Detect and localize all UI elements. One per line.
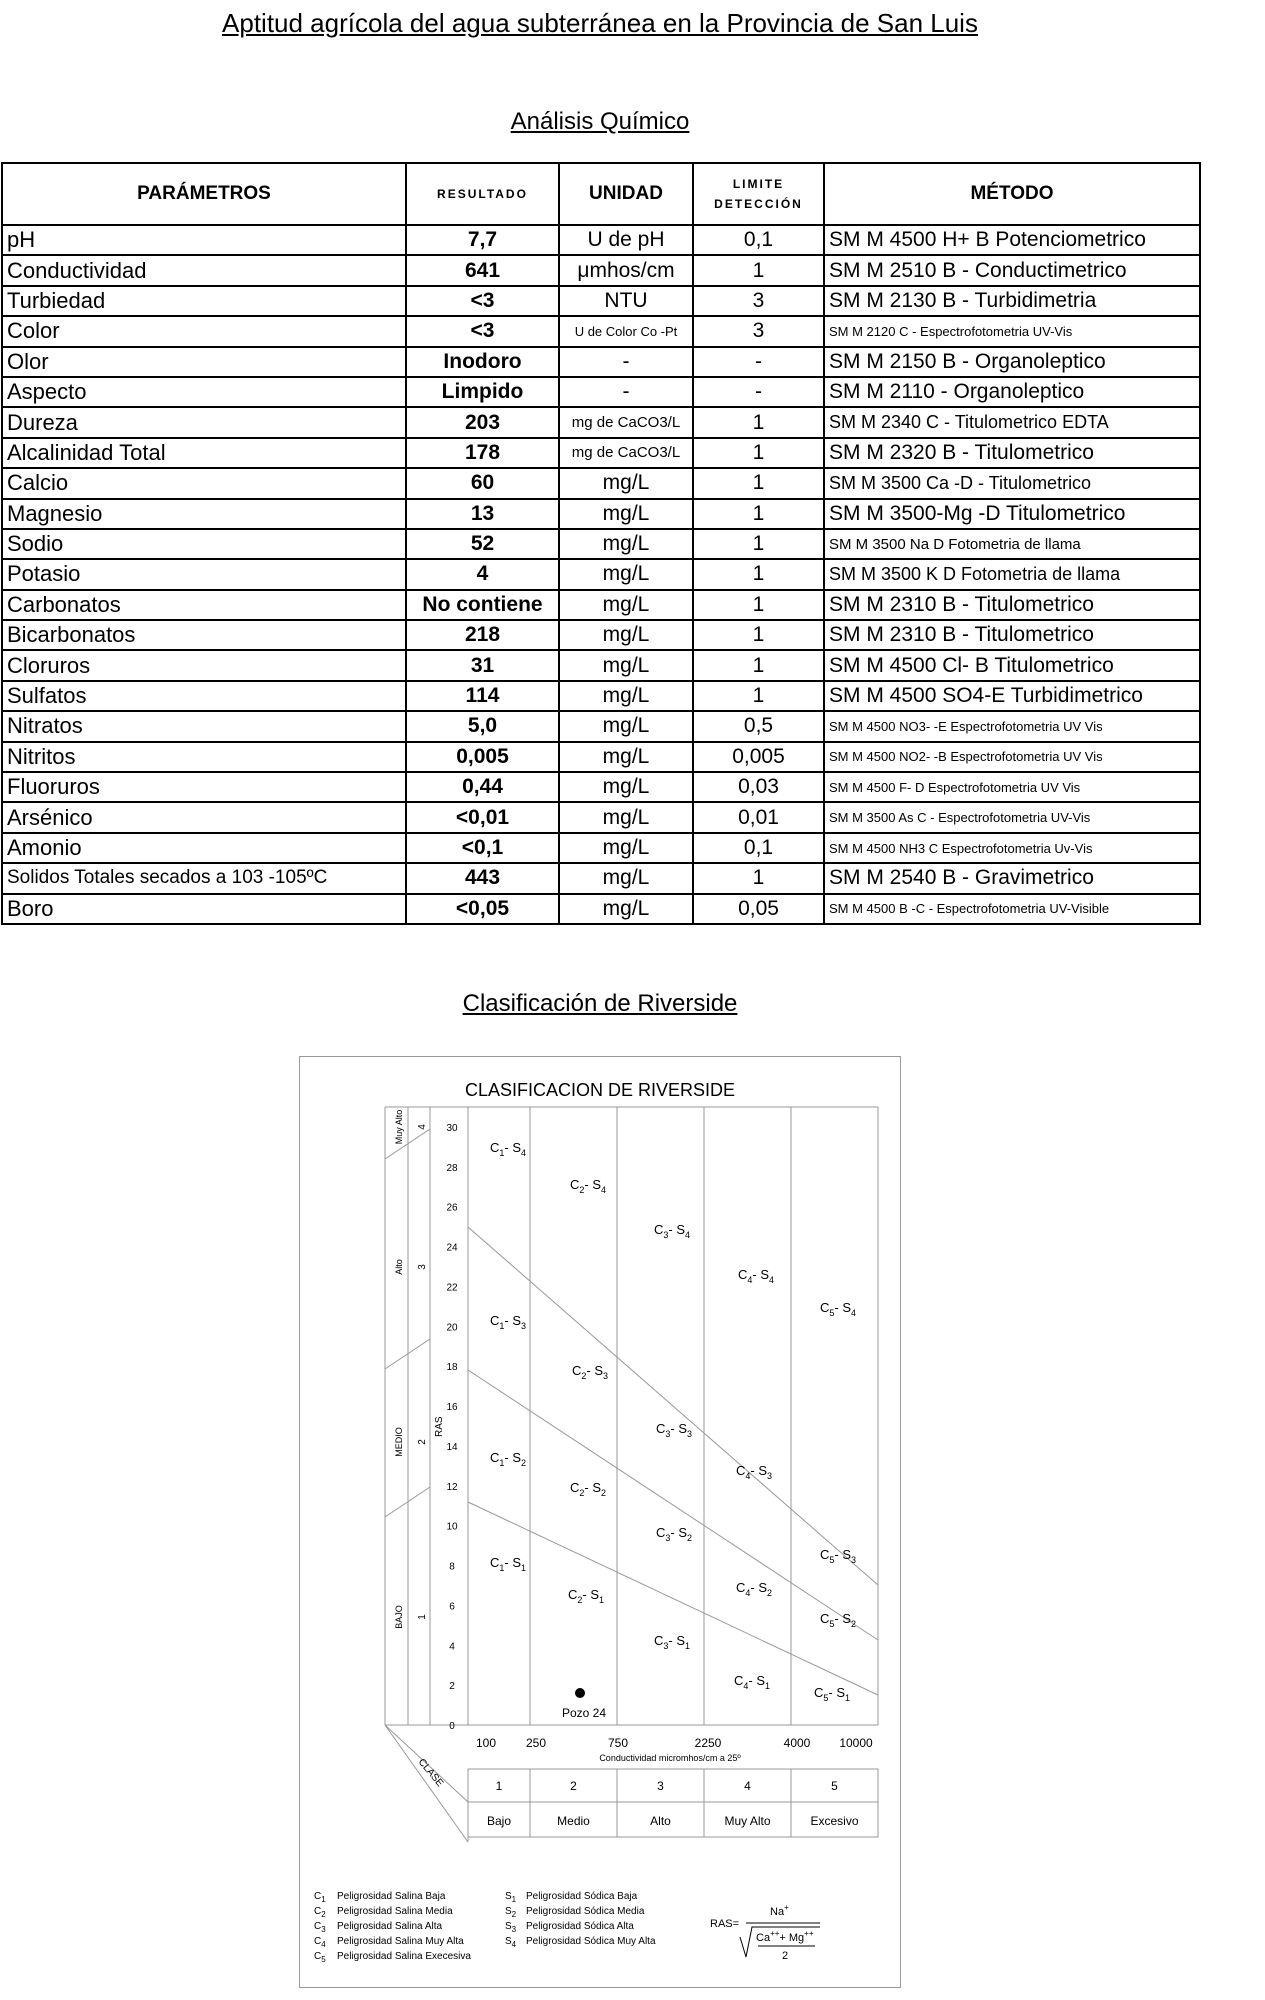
table-row: [2, 529, 1200, 559]
ras-tick-label: 10: [446, 1521, 458, 1533]
unit-cell: NTU: [559, 286, 693, 316]
table-row: [2, 347, 1200, 377]
ras-tick-label: 26: [446, 1202, 458, 1214]
formula-lhs: RAS=: [710, 1918, 740, 1930]
result-cell: 0,44: [406, 772, 559, 802]
formula-denominator: Ca+++ Mg++: [756, 1929, 814, 1944]
method-cell: SM M 4500 H+ B Potenciometrico: [824, 225, 1200, 255]
conductivity-tick-label: 10000: [839, 1736, 873, 1750]
method-cell: SM M 2150 B - Organoleptico: [824, 347, 1200, 377]
unit-cell: mg/L: [559, 894, 693, 924]
unit-cell: mg/L: [559, 499, 693, 529]
legend-s-text: Peligrosidad Sódica Media: [526, 1906, 645, 1917]
sodic-class-number: 1: [417, 1614, 428, 1620]
method-cell: SM M 2130 B - Turbidimetria: [824, 286, 1200, 316]
result-cell: <3: [406, 286, 559, 316]
table-row: [2, 225, 1200, 255]
limit-cell: -: [693, 347, 824, 377]
param-cell: Boro: [2, 894, 406, 924]
result-cell: 31: [406, 650, 559, 680]
method-cell: SM M 4500 Cl- B Titulometrico: [824, 650, 1200, 680]
zone-label: C1- S2: [490, 1450, 527, 1468]
param-cell: pH: [2, 225, 406, 255]
param-cell: Aspecto: [2, 377, 406, 407]
class-number: 4: [744, 1779, 751, 1793]
result-cell: Limpido: [406, 377, 559, 407]
header-unit: UNIDAD: [559, 163, 693, 225]
result-cell: Inodoro: [406, 347, 559, 377]
limit-cell: 3: [693, 286, 824, 316]
method-cell: SM M 2510 B - Conductimetrico: [824, 255, 1200, 285]
zone-label: C5- S2: [820, 1611, 857, 1629]
method-cell: SM M 3500 K D Fotometria de llama: [824, 559, 1200, 589]
sample-point: [575, 1688, 585, 1698]
result-cell: No contiene: [406, 590, 559, 620]
param-cell: Calcio: [2, 468, 406, 498]
result-cell: 4: [406, 559, 559, 589]
legend-c-code: C5: [314, 1951, 326, 1964]
sodic-class-name: BAJO: [394, 1605, 404, 1629]
method-cell: SM M 2320 B - Titulometrico: [824, 438, 1200, 468]
unit-cell: mg/L: [559, 802, 693, 832]
unit-cell: mg/L: [559, 559, 693, 589]
param-cell: Nitratos: [2, 711, 406, 741]
limit-cell: 1: [693, 559, 824, 589]
unit-cell: mg/L: [559, 590, 693, 620]
table-row: [2, 438, 1200, 468]
table-row: [2, 255, 1200, 285]
ras-tick-label: 16: [446, 1402, 458, 1414]
analysis-table-body: [2, 225, 1200, 924]
header-limit-line2: DETECCIÓN: [714, 197, 803, 211]
unit-cell: mg/L: [559, 863, 693, 893]
param-cell: Turbiedad: [2, 286, 406, 316]
zone-label: C4- S2: [736, 1580, 773, 1598]
sodic-class-number: 2: [417, 1439, 428, 1445]
result-cell: 13: [406, 499, 559, 529]
result-cell: <0,1: [406, 833, 559, 863]
unit-cell: -: [559, 377, 693, 407]
riverside-diagram: [299, 1056, 901, 1988]
sodic-class-name: MEDIO: [394, 1427, 404, 1457]
limit-cell: 0,5: [693, 711, 824, 741]
unit-cell: mg/L: [559, 620, 693, 650]
ras-tick-label: 0: [449, 1721, 455, 1732]
unit-cell: mg/L: [559, 650, 693, 680]
zone-label: C3- S4: [654, 1222, 691, 1240]
method-cell: SM M 2540 B - Gravimetrico: [824, 863, 1200, 893]
table-row: [2, 742, 1200, 772]
limit-cell: 1: [693, 529, 824, 559]
limit-cell: 1: [693, 438, 824, 468]
diagram-title: CLASIFICACION DE RIVERSIDE: [464, 1080, 736, 1100]
zone-label: C5- S3: [820, 1547, 857, 1565]
conductivity-tick-label: 2250: [694, 1736, 722, 1750]
header-limit-line1: LIMITE: [732, 177, 785, 191]
ras-tick-label: 12: [446, 1481, 458, 1493]
legend-c-code: C3: [314, 1921, 326, 1934]
method-cell: SM M 3500 Na D Fotometria de llama: [824, 529, 1200, 559]
unit-cell: mg/L: [559, 529, 693, 559]
zone-label: C4- S3: [736, 1463, 773, 1481]
param-cell: Fluoruros: [2, 772, 406, 802]
legend-s-text: Peligrosidad Sódica Baja: [526, 1891, 638, 1902]
zone-label: C4- S4: [738, 1267, 775, 1285]
unit-cell: mg/L: [559, 833, 693, 863]
legend-s-code: S2: [505, 1906, 517, 1919]
unit-cell: mg/L: [559, 772, 693, 802]
unit-cell: U de Color Co -Pt: [559, 316, 693, 346]
table-row: [2, 377, 1200, 407]
legend-s-code: S4: [505, 1936, 517, 1949]
zone-label: C5- S4: [820, 1300, 857, 1318]
limit-cell: 0,005: [693, 742, 824, 772]
table-row: [2, 468, 1200, 498]
riverside-section-title: Clasificación de Riverside: [462, 990, 738, 1017]
param-cell: Olor: [2, 347, 406, 377]
limit-cell: 1: [693, 407, 824, 437]
conductivity-tick-label: 4000: [783, 1736, 811, 1750]
sodic-class-number: 4: [417, 1124, 428, 1130]
limit-cell: 1: [693, 650, 824, 680]
zone-label: C3- S3: [656, 1421, 693, 1439]
conductivity-tick-label: 100: [475, 1736, 497, 1750]
limit-cell: 1: [693, 499, 824, 529]
analysis-table: [1, 162, 1201, 925]
zone-label: C2- S1: [568, 1587, 605, 1605]
param-cell: Amonio: [2, 833, 406, 863]
document-title: Aptitud agrícola del agua subterránea en la Provincia de San Luis: [222, 8, 978, 38]
ras-tick-label: 4: [449, 1641, 455, 1653]
clase-label: CLASE: [415, 1756, 446, 1790]
zone-label: C1- S3: [490, 1313, 527, 1331]
legend-s-code: S1: [505, 1891, 517, 1904]
method-cell: SM M 2310 B - Titulometrico: [824, 620, 1200, 650]
class-number: 5: [831, 1779, 838, 1793]
table-row: [2, 286, 1200, 316]
zone-label: C2- S2: [570, 1480, 607, 1498]
method-cell: SM M 3500 Ca -D - Titulometrico: [824, 468, 1200, 498]
class-number: 2: [570, 1779, 577, 1793]
limit-cell: 1: [693, 590, 824, 620]
param-cell: Nitritos: [2, 742, 406, 772]
limit-cell: 0,01: [693, 802, 824, 832]
result-cell: <0,01: [406, 802, 559, 832]
method-cell: SM M 4500 NO2- -B Espectrofotometria UV Vis: [824, 742, 1200, 772]
sodic-class-name: Muy Alto: [394, 1109, 404, 1145]
param-cell: Sodio: [2, 529, 406, 559]
table-row: [2, 499, 1200, 529]
param-cell: Carbonatos: [2, 590, 406, 620]
method-cell: SM M 4500 SO4-E Turbidimetrico: [824, 681, 1200, 711]
method-cell: SM M 3500-Mg -D Titulometrico: [824, 499, 1200, 529]
limit-cell: 1: [693, 255, 824, 285]
limit-cell: 1: [693, 863, 824, 893]
param-cell: Solidos Totales secados a 103 -105ºC: [2, 863, 406, 893]
param-cell: Sulfatos: [2, 681, 406, 711]
result-cell: 178: [406, 438, 559, 468]
zone-label: C1- S1: [490, 1555, 527, 1573]
table-row: [2, 802, 1200, 832]
limit-cell: 0,05: [693, 894, 824, 924]
unit-cell: mg de CaCO3/L: [559, 407, 693, 437]
table-header-row: [2, 163, 1200, 225]
conductivity-axis-label: Conductividad micromhos/cm a 25º: [599, 1753, 741, 1763]
zone-label: C5- S1: [814, 1685, 851, 1703]
param-cell: Conductividad: [2, 255, 406, 285]
method-cell: SM M 2310 B - Titulometrico: [824, 590, 1200, 620]
limit-cell: 0,03: [693, 772, 824, 802]
zone-label: C2- S4: [570, 1177, 607, 1195]
table-row: [2, 590, 1200, 620]
method-cell: SM M 2110 - Organoleptico: [824, 377, 1200, 407]
legend-c-code: C1: [314, 1891, 326, 1904]
result-cell: 5,0: [406, 711, 559, 741]
unit-cell: -: [559, 347, 693, 377]
ras-tick-label: 30: [446, 1122, 458, 1134]
limit-cell: 0,1: [693, 225, 824, 255]
method-cell: SM M 3500 As C - Espectrofotometria UV-Vis: [824, 802, 1200, 832]
table-row: [2, 711, 1200, 741]
ras-tick-label: 2: [449, 1681, 455, 1693]
table-row: [2, 863, 1200, 893]
class-number: 1: [495, 1779, 503, 1793]
table-row: [2, 772, 1200, 802]
limit-cell: 3: [693, 316, 824, 346]
ras-tick-label: 14: [446, 1441, 458, 1453]
sodic-class-number: 3: [417, 1264, 428, 1270]
zone-label: C1- S4: [490, 1140, 527, 1158]
limit-cell: -: [693, 377, 824, 407]
method-cell: SM M 4500 F- D Espectrofotometria UV Vis: [824, 772, 1200, 802]
result-cell: 0,005: [406, 742, 559, 772]
table-row: [2, 894, 1200, 924]
zone-label: C2- S3: [572, 1363, 609, 1381]
class-name: Alto: [650, 1814, 671, 1828]
formula-numerator: Na+: [770, 1903, 789, 1918]
unit-cell: mg/L: [559, 711, 693, 741]
base-diagonal: [385, 1725, 468, 1842]
legend-c-text: Peligrosidad Salina Execesiva: [337, 1951, 471, 1962]
ras-tick-label: 24: [446, 1242, 458, 1254]
result-cell: 114: [406, 681, 559, 711]
limit-cell: 1: [693, 468, 824, 498]
result-cell: 7,7: [406, 225, 559, 255]
analysis-section-title: Análisis Químico: [510, 108, 690, 135]
header-method: MÉTODO: [824, 163, 1200, 225]
param-cell: Potasio: [2, 559, 406, 589]
param-cell: Arsénico: [2, 802, 406, 832]
legend-c-code: C2: [314, 1906, 326, 1919]
ras-tick-label: 28: [446, 1162, 458, 1174]
class-name: Medio: [557, 1814, 590, 1828]
param-cell: Cloruros: [2, 650, 406, 680]
legend-s-code: S3: [505, 1921, 517, 1934]
method-cell: SM M 2340 C - Titulometrico EDTA: [824, 407, 1200, 437]
param-cell: Color: [2, 316, 406, 346]
param-cell: Alcalinidad Total: [2, 438, 406, 468]
unit-cell: μmhos/cm: [559, 255, 693, 285]
formula-divisor: 2: [782, 1950, 789, 1962]
zone-label: C3- S2: [656, 1525, 693, 1543]
table-row: [2, 833, 1200, 863]
ras-axis-label: RAS: [434, 1416, 445, 1437]
unit-cell: mg/L: [559, 681, 693, 711]
table-row: [2, 559, 1200, 589]
class-name: Muy Alto: [724, 1814, 771, 1828]
result-cell: 443: [406, 863, 559, 893]
zone-label: C3- S1: [654, 1633, 691, 1651]
result-cell: 641: [406, 255, 559, 285]
table-row: [2, 620, 1200, 650]
legend-c-code: C4: [314, 1936, 326, 1949]
ras-tick-label: 6: [449, 1601, 455, 1613]
param-cell: Dureza: [2, 407, 406, 437]
riverside-diagram-svg: [300, 1057, 902, 1989]
method-cell: SM M 4500 NH3 C Espectrofotometria Uv-Vis: [824, 833, 1200, 863]
legend-s-text: Peligrosidad Sódica Alta: [526, 1921, 634, 1932]
legend-c-text: Peligrosidad Salina Alta: [337, 1921, 443, 1932]
method-cell: SM M 2120 C - Espectrofotometria UV-Vis: [824, 316, 1200, 346]
param-cell: Magnesio: [2, 499, 406, 529]
header-result: RESULTADO: [406, 163, 559, 225]
unit-cell: U de pH: [559, 225, 693, 255]
legend-s-text: Peligrosidad Sódica Muy Alta: [526, 1936, 656, 1947]
result-cell: 60: [406, 468, 559, 498]
result-cell: 203: [406, 407, 559, 437]
unit-cell: mg/L: [559, 468, 693, 498]
ras-tick-label: 8: [449, 1561, 455, 1573]
table-row: [2, 650, 1200, 680]
param-cell: Bicarbonatos: [2, 620, 406, 650]
result-cell: <0,05: [406, 894, 559, 924]
header-param: PARÁMETROS: [2, 163, 406, 225]
legend-c-text: Peligrosidad Salina Muy Alta: [337, 1936, 464, 1947]
limit-cell: 1: [693, 620, 824, 650]
ras-tick-label: 20: [446, 1322, 458, 1334]
unit-cell: mg de CaCO3/L: [559, 438, 693, 468]
unit-cell: mg/L: [559, 742, 693, 772]
header-limit: [693, 163, 824, 225]
method-cell: SM M 4500 B -C - Espectrofotometria UV-Visible: [824, 894, 1200, 924]
table-row: [2, 407, 1200, 437]
result-cell: <3: [406, 316, 559, 346]
sodic-class-name: Alto: [394, 1259, 404, 1275]
table-row: [2, 316, 1200, 346]
legend-c-text: Peligrosidad Salina Baja: [337, 1891, 446, 1902]
sample-label: Pozo 24: [562, 1706, 607, 1720]
ras-tick-label: 22: [446, 1282, 458, 1294]
result-cell: 52: [406, 529, 559, 559]
class-name: Excesivo: [810, 1814, 859, 1828]
zone-label: C4- S1: [734, 1673, 771, 1691]
conductivity-tick-label: 250: [525, 1736, 547, 1750]
limit-cell: 1: [693, 681, 824, 711]
class-name: Bajo: [486, 1814, 512, 1828]
ras-tick-label: 18: [446, 1362, 458, 1374]
legend-c-text: Peligrosidad Salina Media: [337, 1906, 453, 1917]
conductivity-tick-label: 750: [607, 1736, 629, 1750]
method-cell: SM M 4500 NO3- -E Espectrofotometria UV Vis: [824, 711, 1200, 741]
class-number: 3: [657, 1779, 664, 1793]
limit-cell: 0,1: [693, 833, 824, 863]
table-row: [2, 681, 1200, 711]
result-cell: 218: [406, 620, 559, 650]
